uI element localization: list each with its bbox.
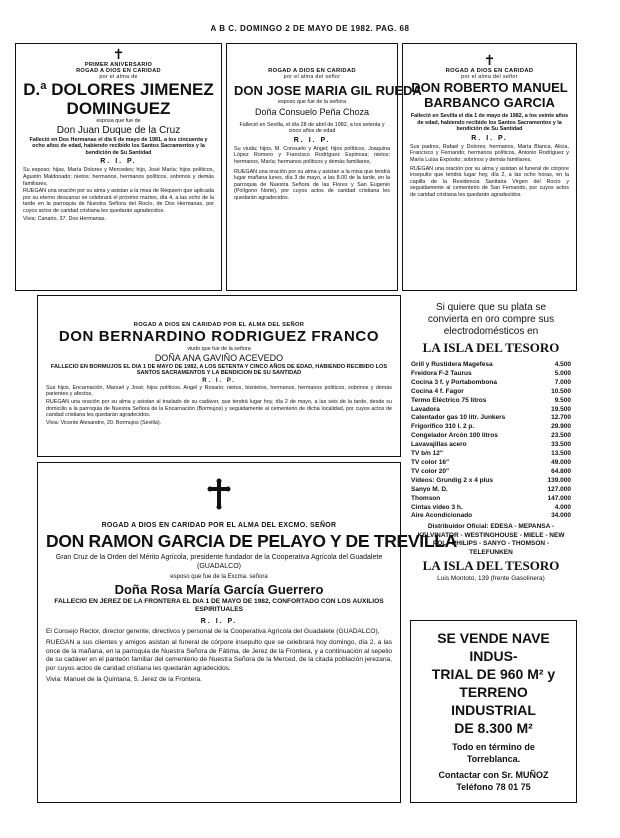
price-item-price: 9.500 — [554, 396, 571, 404]
notice5-request: RUEGAN a sus clientes y amigos asistan al funeral de córpore insepulto que se celebrará hoy domingo, día 2, a las once de la mañana, en la parroquia de Nuestra Señora de Fátima, de Jerez de la Frontera, y a continuación al sepelio de su cadáver en el panteón familiar del cementerio de Nuestra Señora de la Merced, de la citada población jerezana, por cuyos actos de caridad cristiana les quedarán agradecidos. — [46, 639, 392, 672]
notice4-death: FALLECIO EN BORMUJOS EL DIA 1 DE MAYO DE 1982, A LOS SETENTA Y CINCO AÑOS DE EDAD, HABIENDO RECIBIDO LOS SANTOS SACRAMENTOS Y LA BENDICION DE SU SANTIDAD — [50, 363, 388, 377]
price-row — [411, 486, 571, 495]
price-item-price: 127.000 — [547, 485, 571, 493]
price-item-name: TV b/n 12" — [411, 450, 443, 458]
ad-nave-industrial — [410, 620, 577, 803]
notice2-name: DON JOSE MARIA GIL RUEDA — [234, 83, 422, 98]
notice2-death: Falleció en Sevilla, el día 28 de abril de 1982, a los setenta y cinco años de edad — [239, 121, 385, 135]
price-row — [411, 406, 571, 415]
notice3-intro2: por el alma del señor — [461, 74, 518, 80]
ad2-line2: TRIAL DE 960 M² y — [431, 666, 556, 682]
notice1-name2: DOMINGUEZ — [66, 99, 171, 118]
price-item-price: 10.500 — [551, 387, 571, 395]
price-item-price: 49.000 — [551, 458, 571, 466]
cross-icon: ✝ — [483, 53, 496, 69]
price-item-price: 4.000 — [554, 503, 571, 511]
price-row — [411, 388, 571, 397]
notice2-intro: ROGAD A DIOS EN CARIDAD — [268, 68, 356, 74]
notice5-husband-of: esposo que fue de la Excma. señora — [170, 574, 268, 580]
price-item-price: 34.000 — [551, 512, 571, 520]
price-row — [411, 504, 571, 513]
notice1-rip: R. I. P. — [100, 158, 137, 166]
ad1-distributor: Distribuidor Oficial: EDESA - MEPANSA - KELVINATOR - WESTINGHOUSE - MIELE - NEW POL - PHILIPS - SANYO - THOMSON - TELEFUNKEN — [417, 523, 565, 556]
price-item-price: 7.000 — [554, 378, 571, 386]
ad2-line3: TERRENO INDUSTRIAL — [451, 684, 536, 718]
ad2-line1: SE VENDE NAVE INDUS- — [437, 630, 550, 664]
notice4-family: Sus hijos, Encarnación, Manuel y José; hijos políticos, Angel y Rosario; nietos, bisnietos, hermanos, hermanos políticos, sobrinos y demás parientes y afectos, — [46, 384, 392, 398]
ornate-cross-icon — [46, 479, 392, 514]
price-item-price: 4.500 — [554, 361, 571, 368]
notice5-family: El Consejo Rector, director gerente, directivos y personal de la Cooperativa Agrícola del Guadalete (GUADALCO), — [46, 627, 380, 635]
price-row — [411, 450, 571, 459]
price-item-price: 12.700 — [551, 414, 571, 422]
obituary-bernardino-rodriguez — [37, 295, 401, 457]
price-row — [411, 459, 571, 468]
notice1-intro1: PRIMER ANIVERSARIO — [84, 62, 153, 68]
notice1-family: Su esposo; hijas, María Dolores y Mercedes; hijo, José María; hijos políticos, Agustín Maldonado; nietos; hermanos, hermanos políticos, sobrinos y demás familiares, — [23, 167, 214, 187]
price-row — [411, 361, 571, 370]
price-item-name: Cocina 4 f. Fagor — [411, 387, 464, 395]
notice5-name: DON RAMON GARCIA DE PELAYO Y DE TREVILLA — [46, 531, 457, 551]
notice4-request: RUEGAN una oración por su alma y asistan al traslado de su cadáver, que tendrá lugar hoy, día 2 de mayo, a las seis de la tarde, desde su domicilio a la parroquia de Nuestra Señora de la Encarnación (Bormujos) y seguidamente al cementerio de dicha localidad, por cuyos actos de caridad cristiana les quedarán agradecidos. — [46, 398, 392, 419]
notice3-name1: DON ROBERTO MANUEL — [411, 80, 568, 95]
price-item-price: 33.500 — [551, 441, 571, 449]
price-item-name: Calentador gas 10 litr. Junkers — [411, 414, 506, 422]
ad2-line6: Torreblanca. — [466, 754, 521, 764]
price-row — [411, 423, 571, 432]
notice2-husband-of: esposo que fue de la señora — [277, 99, 347, 105]
price-item-price: 19.500 — [551, 405, 571, 413]
obituary-jose-maria-gil — [226, 43, 422, 291]
price-row — [411, 370, 571, 379]
price-item-price: 13.500 — [551, 450, 571, 458]
notice5-title: Gran Cruz de la Orden del Mérito Agrícola, presidente fundador de la Cooperativa Agrícola del Guadalete (GUADALCO) — [55, 554, 383, 570]
ad1-line1: Si quiere que su plata se — [435, 302, 547, 313]
ad2-line4: DE 8.300 M² — [454, 720, 533, 736]
price-item-price: 29.900 — [551, 423, 571, 431]
price-row — [411, 495, 571, 504]
price-item-price: 5.000 — [554, 369, 571, 377]
cross-icon: ✝ — [112, 47, 125, 63]
price-item-name: TV color 16" — [411, 458, 450, 466]
ad1-store: LA ISLA DEL TESORO — [422, 340, 560, 355]
price-item-price: 139.000 — [547, 476, 571, 484]
price-item-name: Termo Eléctrico 75 litros — [411, 396, 487, 404]
notice3-rip: R. I. P. — [471, 134, 508, 142]
notice3-death: Falleció en Sevilla el día 1 de mayo de 1982, a los veinte años de edad, habiendo recibido los Santos Sacramentos y la bendición de Su Santidad — [410, 113, 569, 133]
notice3-request: RUEGAN una oración por su alma y asistan al funeral de córpore insepulto que tendrá lugar hoy, día 2, a las ocho horas, en la capilla de la Residencia Sanitaria Virgen del Rocío y seguidamente al cementerio de San Fernando, por cuyos actos de caridad cristiana les quedarán agradecidos. — [410, 165, 569, 198]
price-item-name: Lavadora — [411, 405, 440, 413]
notice1-intro3: por el alma de — [99, 74, 138, 80]
price-row — [411, 397, 571, 406]
notice5-address: Vivia: Manuel de la Quintana, 5. Jerez de la Frontera. — [46, 675, 203, 683]
obituary-roberto-barbanco — [402, 43, 577, 291]
price-item-name: Aire Acondicionado — [411, 512, 473, 520]
ad2-line5: Todo en término de — [452, 742, 535, 752]
notice5-rip: R. I. P. — [200, 617, 238, 625]
price-item-name: Vídeos: Grundig 2 x 4 plus — [411, 476, 493, 484]
notice2-rip: R. I. P. — [293, 136, 331, 144]
notice4-spouse: DOÑA ANA GAVIÑO ACEVEDO — [154, 352, 284, 363]
price-item-price: 64.800 — [551, 467, 571, 475]
notice4-rip: R. I. P. — [202, 377, 236, 384]
ad2-line8: Teléfono 78 01 75 — [456, 782, 531, 792]
ad1-line2: convierta en oro compre sus — [427, 314, 555, 325]
notice1-name1: D.ª DOLORES JIMENEZ — [23, 80, 214, 99]
notice5-spouse: Doña Rosa María García Guerrero — [114, 581, 324, 597]
price-row — [411, 414, 571, 423]
notice1-death: Falleció en Dos Hermanas el día 6 de mayo de 1981, a los cincuenta y ocho años de edad, habiendo recibido los Santos Sacramentos y la bendición de Su Santidad — [29, 136, 208, 156]
notice4-husband-of: viudo que fue de la señora — [187, 346, 251, 352]
page-header: A B C. DOMINGO 2 DE MAYO DE 1982. PAG. 68 — [210, 24, 410, 33]
price-item-name: Cintas vídeo 3 h. — [411, 503, 463, 511]
price-item-name: Freidora F-2 Taurus — [411, 369, 472, 377]
ad1-store2: LA ISLA DEL TESORO — [422, 558, 560, 574]
notice2-intro2: por el alma del señor — [283, 74, 341, 80]
notice2-family: Su viuda; hijos, M. Consuelo y Angel; hijos políticos, Joaquina López Romero y Francisco Rodríguez Espinosa; nietos; hermanos, María; hermanos políticos y demás familiares, — [234, 145, 390, 165]
notice1-spouse: Don Juan Duque de la Cruz — [56, 124, 181, 136]
price-row — [411, 477, 571, 486]
notice3-intro: ROGAD A DIOS EN CARIDAD — [445, 68, 534, 74]
price-row — [411, 379, 571, 388]
price-row — [411, 441, 571, 450]
notice1-intro2: ROGAD A DIOS EN CARIDAD — [76, 68, 161, 74]
notice3-family: Sus padres, Rafael y Dolores; hermanos, María Blanca, Alicia, Francisco y Fernando; hermanos políticos, Antonio Rodríguez y María Luisa Expósito; sobrinos y demás familiares, — [410, 143, 569, 163]
ad1-address: Luis Montoto, 139 (frente Gasolinera) — [437, 575, 545, 583]
notice1-address: Vivia: Canario, 37. Dos Hermanas. — [23, 215, 106, 222]
price-item-name: Frigorífico 310 l. 2 p. — [411, 423, 475, 431]
price-item-price: 147.000 — [547, 494, 571, 502]
notice2-request: RUEGAN una oración por su alma y asistan a la misa que tendrá lugar mañana lunes, día 3 de mayo, a las 8.00 de la tarde, en la parroquia de Nuestra Señora de las Flores y San Eugenio (Polígono Norte), por cuyos actos de caridad cristiana les quedarán agradecidos. — [234, 168, 390, 201]
price-item-name: Cocina 3 f. y Portabombona — [411, 378, 497, 386]
price-item-name: Grill y Rustidera Magefesa — [411, 361, 493, 368]
price-item-name: Sanyo M. D. — [411, 485, 448, 493]
ad-isla-del-tesoro — [405, 298, 577, 608]
price-row — [411, 432, 571, 441]
price-row — [411, 468, 571, 477]
notice3-name2: BARBANCO GARCIA — [424, 95, 555, 110]
price-item-name: TV color 20" — [411, 467, 450, 475]
notice1-request: RUEGAN una oración por su alma y asistan a la misa de Réquiem que aplicada por su eterno descanso se celebrará el próximo martes, día 4, a las ocho de la tarde en la parroquia de Nuestra Señora del Rocío, de Dos Hermanas, por cuyos actos de caridad cristiana les quedarán agradecidos. — [23, 188, 214, 214]
notice1-wife-of: esposa que fue de — [96, 118, 141, 124]
notice4-intro: ROGAD A DIOS EN CARIDAD POR EL ALMA DEL SEÑOR — [133, 322, 305, 328]
notice5-death: FALLECIO EN JEREZ DE LA FRONTERA EL DIA 1 DE MAYO DE 1982, CONFORTADO CON LOS AUXILIOS ESPIRITUALES — [54, 597, 384, 614]
price-item-name: Lavavajillas acero — [411, 441, 467, 449]
price-item-name: Congelador Arcón 100 litros — [411, 432, 498, 440]
ad2-line7: Contactar con Sr. MUÑOZ — [438, 770, 549, 780]
notice5-intro: ROGAD A DIOS EN CARIDAD POR EL ALMA DEL EXCMO. SEÑOR — [101, 522, 337, 529]
notice2-spouse: Doña Consuelo Peña Choza — [254, 106, 370, 117]
notice4-name: DON BERNARDINO RODRIGUEZ FRANCO — [58, 328, 380, 345]
notice4-address: Vivia: Vicente Alexandre, 20. Bormujos (Sevilla). — [46, 419, 162, 426]
price-item-name: Thomson — [411, 494, 441, 502]
price-row — [411, 512, 571, 521]
ad1-line3: electrodomésticos en — [443, 326, 539, 337]
obituary-dolores-jimenez — [15, 43, 222, 291]
price-item-price: 23.500 — [551, 432, 571, 440]
price-list — [411, 361, 571, 521]
